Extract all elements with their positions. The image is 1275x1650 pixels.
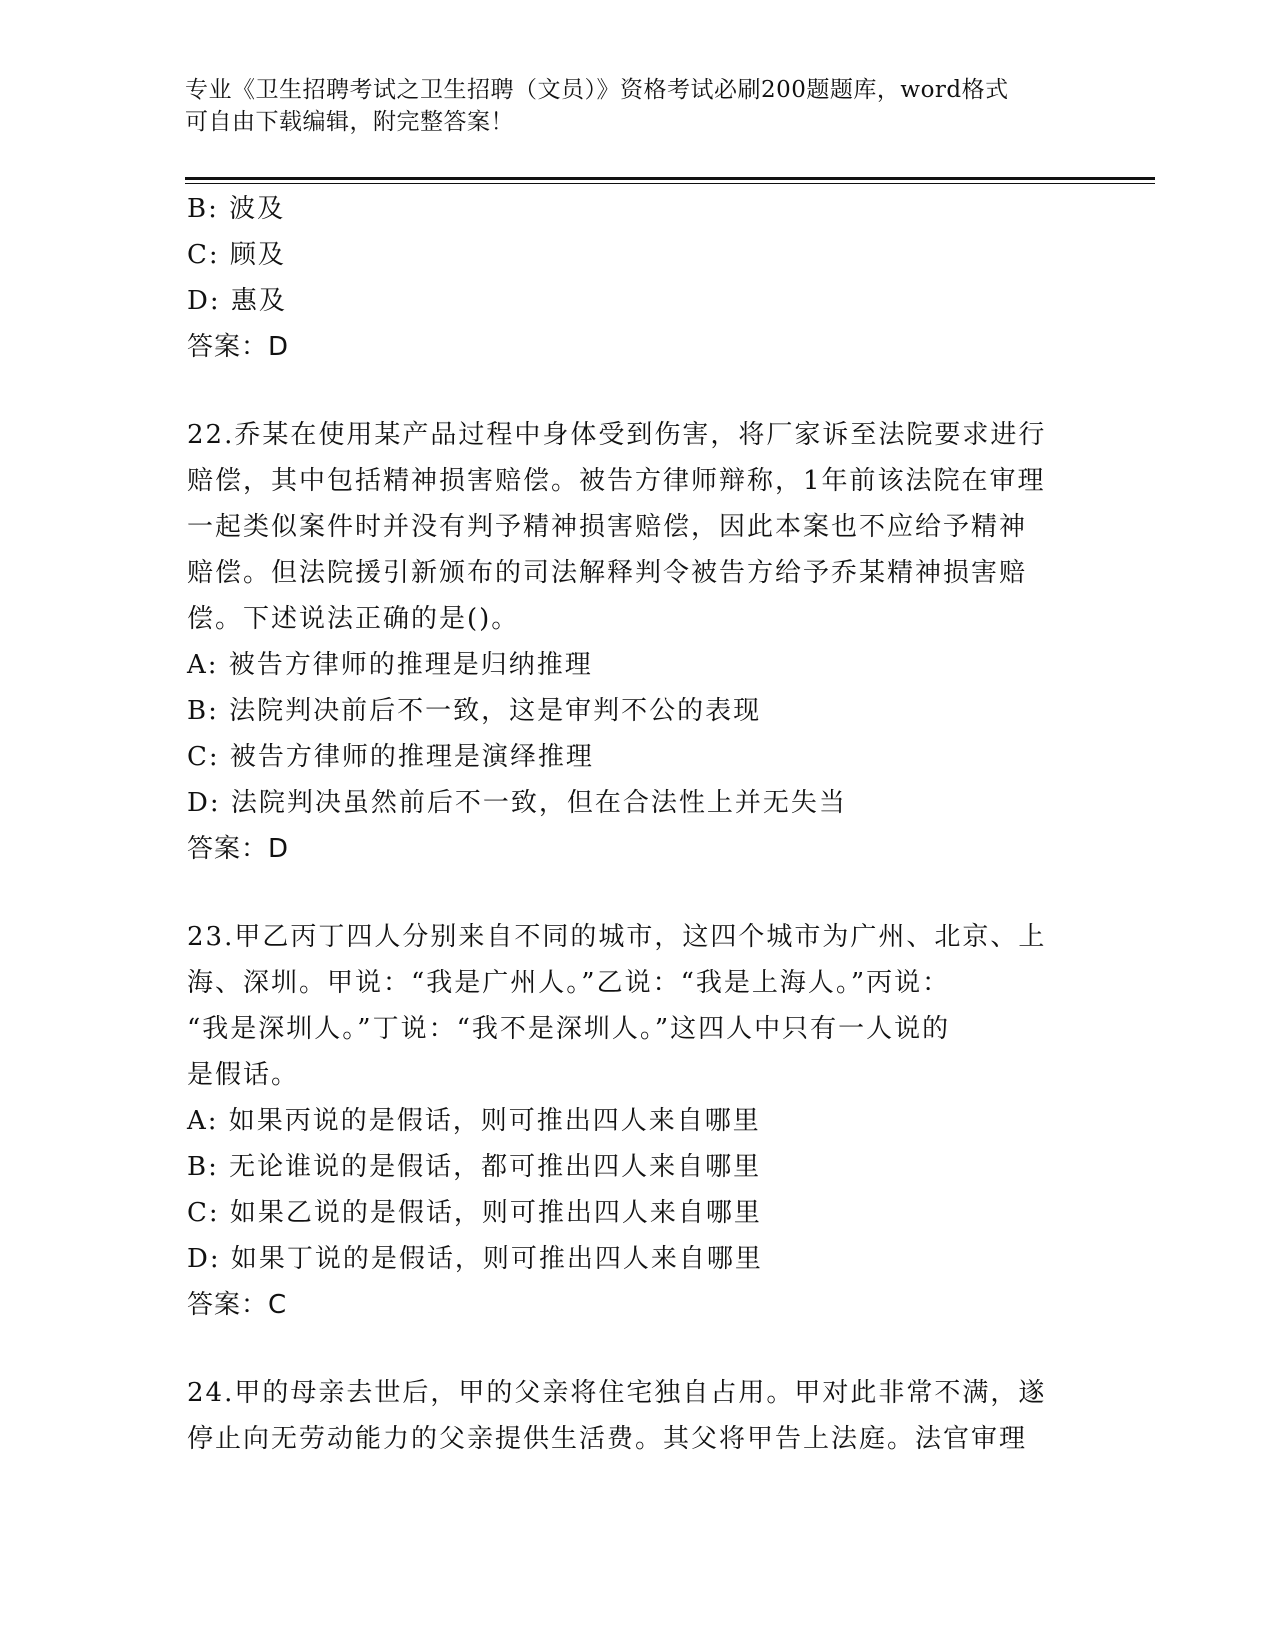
stem-line: 海、深圳。甲说：“我是广州人。”乙说：“我是上海人。”丙说：: [187, 968, 951, 998]
option-c: C: 被告方律师的推理是演绎推理: [187, 742, 594, 772]
question-spacer: [187, 872, 1087, 914]
option-d: D: 如果丁说的是假话，则可推出四人来自哪里: [187, 1244, 763, 1274]
stem-line: 赔偿。但法院援引新颁布的司法解释判令被告方给予乔某精神损害赔: [187, 558, 1028, 588]
question-23: [187, 914, 1087, 1328]
question-content: [187, 186, 1087, 1462]
option-d: D: 法院判决虽然前后不一致，但在合法性上并无失当: [187, 788, 847, 818]
question-spacer: [187, 370, 1087, 412]
question-stem: [187, 914, 1087, 1098]
option-a: A: 被告方律师的推理是归纳推理: [187, 650, 593, 680]
question-22: [187, 412, 1087, 872]
stem-line: 停止向无劳动能力的父亲提供生活费。其父将甲告上法庭。法官审理: [187, 1424, 1028, 1454]
question-stem: [187, 1370, 1087, 1462]
question-spacer: [187, 1328, 1087, 1370]
question-21-tail: [187, 186, 1087, 370]
option-b: B: 波及: [187, 194, 286, 224]
header-divider-thick: [185, 177, 1155, 180]
stem-line: 一起类似案件时并没有判予精神损害赔偿，因此本案也不应给予精神: [187, 512, 1028, 542]
header-line-2: 可自由下载编辑，附完整答案！: [185, 109, 514, 135]
stem-line: 偿。下述说法正确的是()。: [187, 604, 520, 634]
answer-line: 答案：D: [187, 332, 290, 362]
option-d: D: 惠及: [187, 286, 287, 316]
question-24: [187, 1370, 1087, 1462]
document-header: [185, 74, 1065, 138]
option-a: A: 如果丙说的是假话，则可推出四人来自哪里: [187, 1106, 761, 1136]
header-line-1: 专业《卫生招聘考试之卫生招聘（文员）》资格考试必刷200题题库，word格式: [185, 77, 1009, 103]
stem-line: 赔偿，其中包括精神损害赔偿。被告方律师辩称，1年前该法院在审理: [187, 466, 1046, 496]
stem-line: 23.甲乙丙丁四人分别来自不同的城市，这四个城市为广州、北京、上: [187, 922, 1047, 952]
stem-line: 24.甲的母亲去世后，甲的父亲将住宅独自占用。甲对此非常不满，遂: [187, 1378, 1047, 1408]
answer-line: 答案：D: [187, 834, 290, 864]
option-b: B: 法院判决前后不一致，这是审判不公的表现: [187, 696, 762, 726]
answer-line: 答案：C: [187, 1290, 288, 1320]
option-b: B: 无论谁说的是假话，都可推出四人来自哪里: [187, 1152, 762, 1182]
question-stem: [187, 412, 1087, 642]
header-divider-thin: [185, 183, 1155, 184]
stem-line: 是假话。: [187, 1060, 300, 1090]
stem-line: 22.乔某在使用某产品过程中身体受到伤害，将厂家诉至法院要求进行: [187, 420, 1047, 450]
option-c: C: 顾及: [187, 240, 286, 270]
stem-line: “我是深圳人。”丁说：“我不是深圳人。”这四人中只有一人说的: [187, 1014, 951, 1044]
option-c: C: 如果乙说的是假话，则可推出四人来自哪里: [187, 1198, 762, 1228]
